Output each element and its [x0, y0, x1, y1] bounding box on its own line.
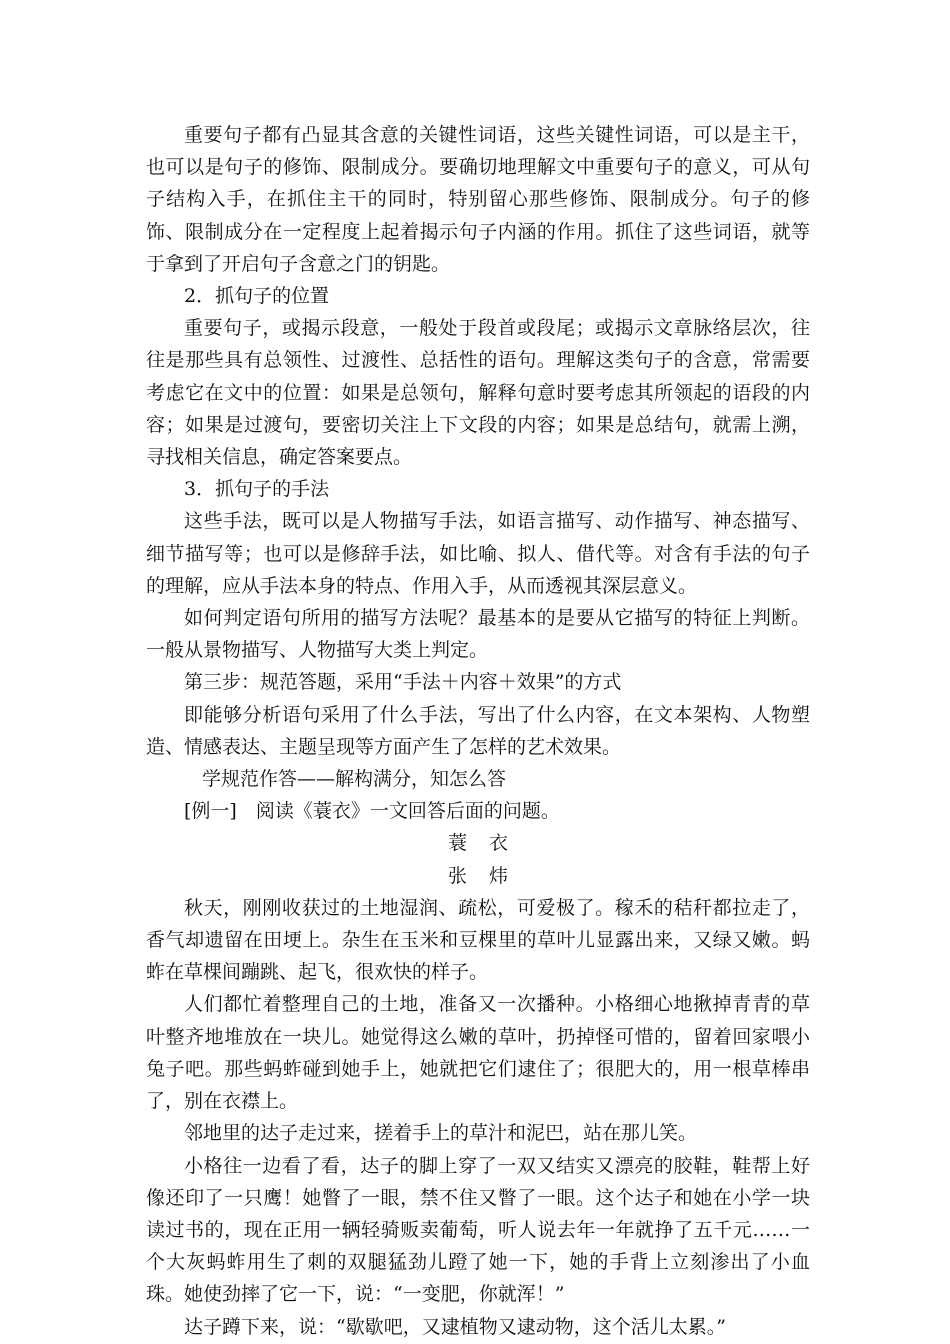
document-body	[146, 119, 810, 1343]
paragraph-techniques: 这些手法，既可以是人物描写手法，如语言描写、动作描写、神态描写、细节描写等；也可以是修辞手法，如比喻、拟人、借代等。对含有手法的句子的理解，应从手法本身的特点、作用入手，从而透视其深层意义。	[146, 510, 810, 597]
paragraph-step-three: 即能够分析语句采用了什么手法，写出了什么内容，在文本架构、人物塑造、情感表达、主题呈现等方面产生了怎样的艺术效果。	[146, 703, 810, 758]
story-paragraph-xiaoge: 小格往一边看了看，达子的脚上穿了一双又结实又漂亮的胶鞋，鞋帮上好像还印了一只鹰！她瞥了一眼，禁不住又瞥了一眼。这个达子和她在小学一块读过书的，现在正用一辆轻骑贩卖葡萄，听人说去年一年就挣了五千元……一个大灰蚂蚱用生了刺的双腿猛劲儿蹬了她一下，她的手背上立刻渗出了小血珠。她使劲摔了它一下，说：“一变肥，你就浑！”	[146, 1154, 810, 1306]
heading-sentence-position: 2．抓句子的位置	[184, 285, 330, 308]
story-paragraph-rest: 达子蹲下来，说：“歇歇吧，又逮植物又逮动物，这个活儿太累。”	[184, 1315, 726, 1338]
story-paragraph-dazi: 邻地里的达子走过来，搓着手上的草汁和泥巴，站在那儿笑。	[184, 1122, 698, 1145]
paragraph-description-method: 如何判定语句所用的描写方法呢？最基本的是要从它描写的特征上判断。一般从景物描写、人物描写大类上判定。	[146, 607, 810, 662]
story-paragraph-planting: 人们都忙着整理自己的土地，准备又一次播种。小格细心地揪掉青青的草叶整齐地堆放在一块儿。她觉得这么嫩的草叶，扔掉怪可惜的，留着回家喂小兔子吧。那些蚂蚱碰到她手上，她就把它们逮住了；很肥大的，用一根草棒串了，别在衣襟上。	[146, 993, 810, 1113]
heading-step-three: 第三步：规范答题，采用“手法＋内容＋效果”的方式	[184, 671, 622, 694]
paragraph-sentence-position: 重要句子，或揭示段意，一般处于段首或段尾；或揭示文章脉络层次，往往是那些具有总领性、过渡性、总括性的语句。理解这类句子的含意，常需要考虑它在文中的位置：如果是总领句，解释句意时要考虑其所领起的语段的内容；如果是过渡句，要密切关注上下文段的内容；如果是总结句，就需上溯，寻找相关信息，确定答案要点。	[146, 317, 810, 469]
story-paragraph-autumn: 秋天，刚刚收获过的土地湿润、疏松，可爱极了。稼禾的秸秆都拉走了，香气却遗留在田埂上。杂生在玉米和豆棵里的草叶儿显露出来，又绿又嫩。蚂蚱在草棵间蹦跳、起飞，很欢快的样子。	[146, 896, 810, 984]
article-title: 蓑衣	[447, 832, 530, 855]
paragraph-key-words: 重要句子都有凸显其含意的关键性词语，这些关键性词语，可以是主干，也可以是句子的修饰、限制成分。要确切地理解文中重要句子的意义，可从句子结构入手，在抓住主干的同时，特别留心那些修饰、限制成分。句子的修饰、限制成分在一定程度上起着揭示句子内涵的作用。抓住了这些词语，就等于拿到了开启句子含意之门的钥匙。	[146, 124, 810, 275]
section-heading-answer: 学规范作答——解构满分，知怎么答	[202, 768, 507, 791]
example-prompt: [例一] 阅读《蓑衣》一文回答后面的问题。	[184, 800, 560, 823]
heading-sentence-technique: 3．抓句子的手法	[184, 478, 330, 501]
article-author: 张炜	[447, 864, 530, 887]
